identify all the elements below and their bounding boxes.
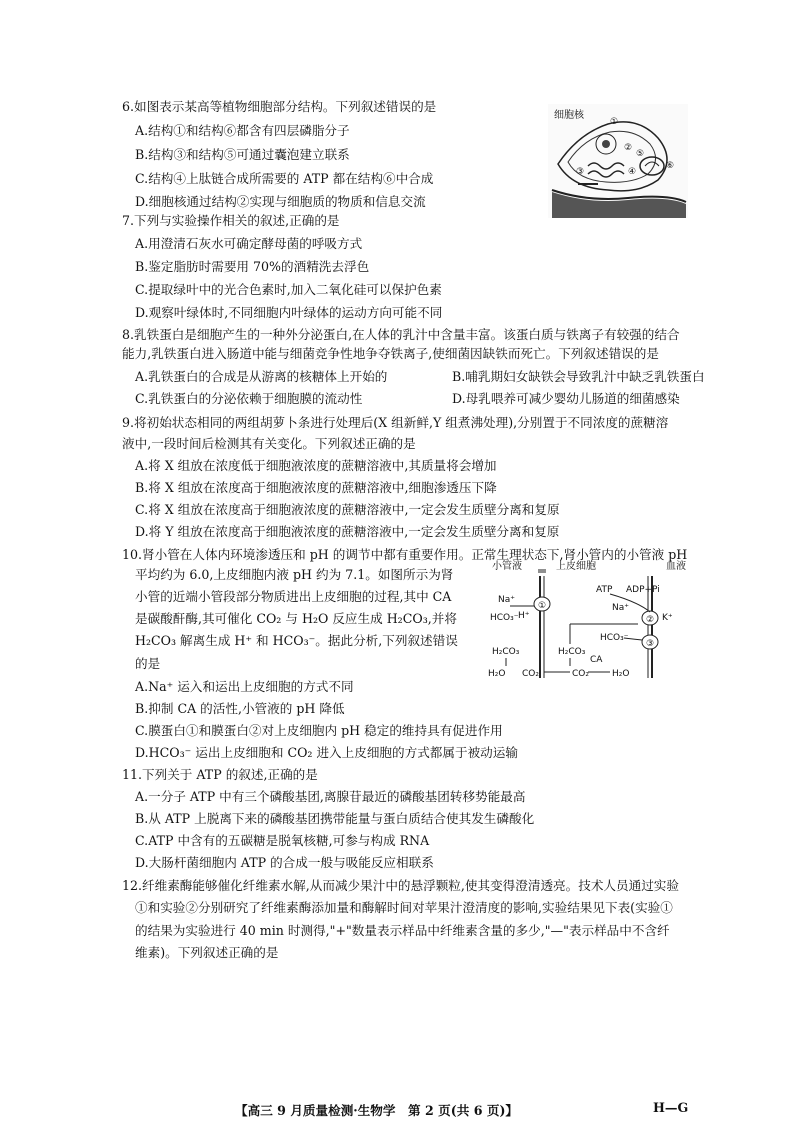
q6-fig-num: ② [624,143,633,153]
fig-label: CA [590,655,603,665]
q8-option-d: D.母乳喂养可减少婴幼儿肠道的细菌感染 [452,391,680,406]
q11-option-b: B.从 ATP 上脱离下来的磷酸基团携带能量与蛋白质结合使其发生磷酸化 [135,811,535,826]
q6-fig-num: ③ [576,167,585,177]
q8-option-c: C.乳铁蛋白的分泌依赖于细胞膜的流动性 [135,391,363,406]
q6-fig-num: ⑤ [636,149,645,159]
fig-label: H⁺ [518,611,530,621]
q9-option-b: B.将 X 组放在浓度高于细胞液浓度的蔗糖溶液中,细胞渗透压下降 [135,480,497,495]
fig-protein-1: ① [538,601,547,611]
q11-option-c: C.ATP 中含有的五碳糖是脱氧核糖,可参与构成 RNA [135,833,430,848]
q10-stem-line3: 小管的近端小管段部分物质进出上皮细胞的过程,其中 CA [135,589,452,604]
q7-option-d: D.观察叶绿体时,不同细胞内叶绿体的运动方向可能不同 [135,305,443,320]
q8-stem-line1: 8.乳铁蛋白是细胞产生的一种外分泌蛋白,在人体的乳汁中含量丰富。该蛋白质与铁离子有较强的结合 [122,327,680,342]
q7-stem: 7.下列与实验操作相关的叙述,正确的是 [122,213,340,228]
q10-stem-line2: 平均约为 6.0,上皮细胞内液 pH 约为 7.1。如图所示为肾 [135,567,454,582]
q8-stem-line2: 能力,乳铁蛋白进入肠道中能与细菌竞争性地争夺铁离子,使细菌因缺铁而死亡。下列叙述错误的是 [122,346,659,361]
q7-option-c: C.提取绿叶中的光合色素时,加入二氧化硅可以保护色素 [135,282,442,297]
q6-figure-label: 细胞核 [554,110,584,121]
q6-fig-num: ① [610,117,619,127]
q10-stem-line6: 的是 [135,656,161,671]
q6-option-d: D.细胞核通过结构②实现与细胞质的物质和信息交流 [135,194,426,209]
fig-label: Na⁺ [612,603,629,613]
fig-label: H₂CO₃ [492,647,520,657]
fig-label: ATP [596,585,613,595]
fig-header-cell: 上皮细胞 [556,561,596,572]
fig-label: H₂O [612,669,630,679]
q11-option-d: D.大肠杆菌细胞内 ATP 的合成一般与吸能反应相联系 [135,855,434,870]
fig-label: HCO₃⁻ [490,613,519,623]
fig-label: Na⁺ [498,595,515,605]
q10-option-b: B.抑制 CA 的活性,小管液的 pH 降低 [135,701,345,716]
fig-protein-2: ② [646,615,655,625]
q12-stem-line3: 的结果为实验进行 40 min 时测得,"+"数量表示样品中纤维素含量的多少,"—"表示样品中不含纤 [135,923,670,938]
q10-stem-line5: H₂CO₃ 解离生成 H⁺ 和 HCO₃⁻。据此分析,下列叙述错误 [135,633,458,648]
q8-option-a: A.乳铁蛋白的合成是从游离的核糖体上开始的 [135,369,388,384]
q9-stem-line2: 液中,一段时间后检测其有关变化。下列叙述正确的是 [122,436,416,451]
fig-header-lumen: 小管液 [492,561,522,572]
q10-option-d: D.HCO₃⁻ 运出上皮细胞和 CO₂ 进入上皮细胞的方式都属于被动运输 [135,745,518,760]
q10-option-c: C.膜蛋白①和膜蛋白②对上皮细胞内 pH 稳定的维持具有促进作用 [135,723,503,738]
q6-option-c: C.结构④上肽链合成所需要的 ATP 都在结构⑥中合成 [135,171,434,186]
q12-stem-line1: 12.纤维素酶能够催化纤维素水解,从而减少果汁中的悬浮颗粒,使其变得澄清透亮。技术人员通过实验 [122,878,679,893]
fig-protein-3: ③ [646,639,655,649]
fig-header-blood: 血液 [666,561,686,572]
q6-stem: 6.如图表示某高等植物细胞部分结构。下列叙述错误的是 [122,99,437,114]
q10-stem-line1: 10.肾小管在人体内环境渗透压和 pH 的调节中都有重要作用。正常生理状态下,肾小管内的小管液 pH [122,547,688,562]
q11-option-a: A.一分子 ATP 中有三个磷酸基团,离腺苷最近的磷酸基团转移势能最高 [135,789,526,804]
paper-code: H—G [653,1100,689,1115]
q6-fig-num: ④ [628,167,637,177]
q10-stem-line4: 是碳酸酐酶,其可催化 CO₂ 与 H₂O 反应生成 H₂CO₃,并将 [135,611,457,626]
q11-stem: 11.下列关于 ATP 的叙述,正确的是 [122,767,318,782]
fig-label: CO₂ [572,669,589,679]
q9-option-a: A.将 X 组放在浓度低于细胞液浓度的蔗糖溶液中,其质量将会增加 [135,458,497,473]
fig-label: H₂O [488,669,506,679]
q8-option-b: B.哺乳期妇女缺铁会导致乳汁中缺乏乳铁蛋白 [452,369,705,384]
fig-label: HCO₃⁻ [600,633,629,643]
q6-cell-diagram [548,104,688,218]
q10-option-a: A.Na⁺ 运入和运出上皮细胞的方式不同 [135,679,354,694]
fig-label: H₂CO₃ [558,647,586,657]
q9-option-c: C.将 X 组放在浓度高于细胞液浓度的蔗糖溶液中,一定会发生质壁分离和复原 [135,502,560,517]
q7-option-a: A.用澄清石灰水可确定酵母菌的呼吸方式 [135,236,363,251]
q6-option-b: B.结构③和结构⑤可通过囊泡建立联系 [135,147,350,162]
q6-fig-num: ⑥ [666,161,675,171]
q9-option-d: D.将 Y 组放在浓度高于细胞液浓度的蔗糖溶液中,一定会发生质壁分离和复原 [135,524,560,539]
page-footer: 【高三 9 月质量检测·生物学 第 2 页(共 6 页)】 [235,1103,518,1118]
fig-label: CO₂ [522,669,539,679]
fig-label: K⁺ [662,613,673,623]
q10-renal-tubule-diagram [488,558,695,688]
q12-stem-line4: 维素)。下列叙述正确的是 [135,945,279,960]
q12-stem-line2: ①和实验②分别研究了纤维素酶添加量和酶解时间对苹果汁澄清度的影响,实验结果见下表(实验① [135,900,673,915]
q7-option-b: B.鉴定脂肪时需要用 70%的酒精洗去浮色 [135,259,370,274]
q6-option-a: A.结构①和结构⑥都含有四层磷脂分子 [135,123,350,138]
fig-label: ADP+Pi [626,585,660,595]
q9-stem-line1: 9.将初始状态相同的两组胡萝卜条进行处理后(X 组新鲜,Y 组煮沸处理),分别置于不同浓度的蔗糖溶 [122,415,669,430]
